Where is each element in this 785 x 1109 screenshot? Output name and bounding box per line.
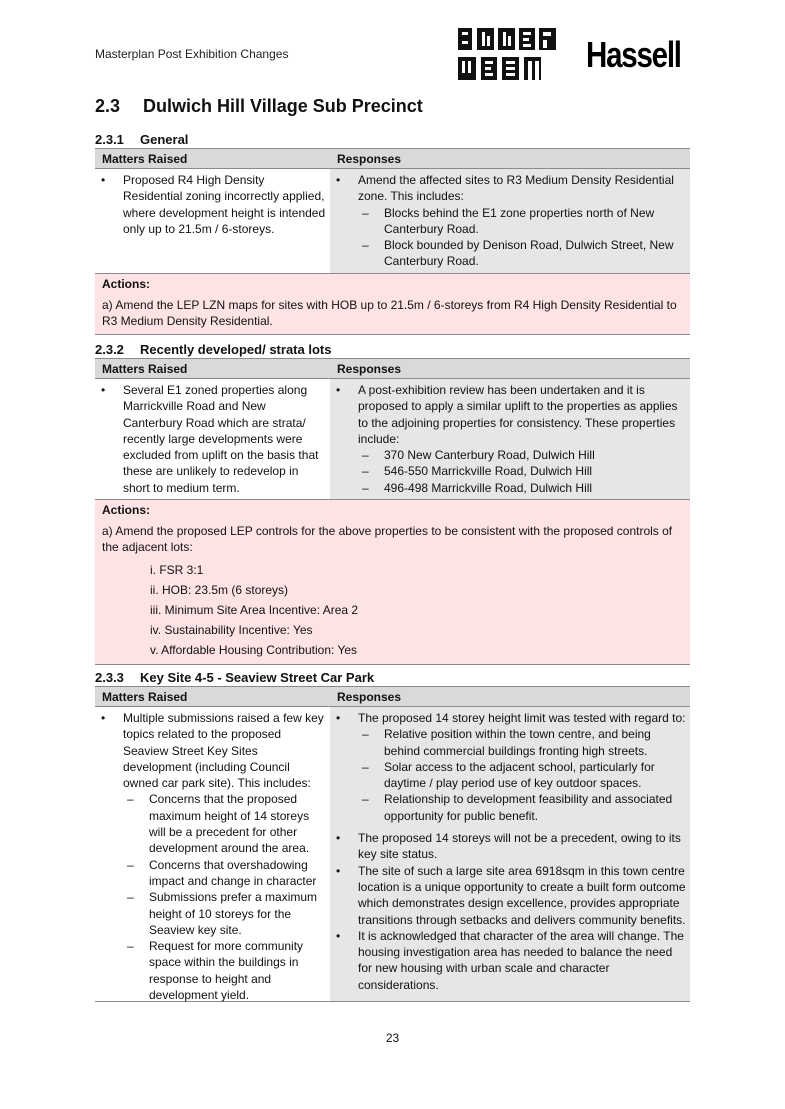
matter-item: • Multiple submissions raised a few key topics related to the proposed Seaview Street Key Sites development (including Council owned car park site). This includes: – Concerns that the proposed maximum height of 14 storeys will be a precedent for other development around the area. – Concerns that overshadowing impact and change in character – Submissions prefer a maximum height of 10 storeys for the Seaview key site. – Request for more community space within the buildings in response to height and development yield. <box>99 710 326 1003</box>
table-header <box>95 148 690 169</box>
subsection-heading-general: 2.3.1 General <box>95 132 189 147</box>
header-matters-raised: Matters Raised <box>102 690 188 704</box>
response-item: • Amend the affected sites to R3 Medium Density Residential zone. This includes: – Blocks behind the E1 zone properties north of New Canterbury Road. – Block bounded by Denison Road, Dulwich Street, New Canterbury Road. <box>334 172 686 270</box>
response-item: • It is acknowledged that character of the area will change. The housing investigation area has needed to balance the need for new housing with urban scale and character considerations. <box>334 928 686 993</box>
header-responses: Responses <box>337 362 402 376</box>
action-text: a) Amend the LEP LZN maps for sites with HOB up to 21.5m / 6-storeys from R4 High Density Residential to R3 Medium Density Residential. <box>102 297 677 328</box>
matter-subitem: – Request for more community space within the buildings in response to height and development yield. <box>123 938 326 1003</box>
response-item: • The proposed 14 storeys will not be a precedent, owing to its key site status. <box>334 830 686 863</box>
action-text: a) Amend the proposed LEP controls for the above properties to be consistent with the proposed controls of the adjacent lots: <box>102 523 673 554</box>
document-title: Masterplan Post Exhibition Changes <box>95 47 289 61</box>
matter-subitem: – Concerns that overshadowing impact and change in character <box>123 857 326 890</box>
actions-box <box>95 273 690 335</box>
response-item: • The site of such a large site area 6918sqm in this town centre location is a unique opportunity to create a built form outcome which demonstrates design excellence, provides appropriate transitions through setbacks and delivers community benefits. <box>334 863 686 928</box>
response-subitem: – 496-498 Marrickville Road, Dulwich Hill <box>358 480 686 496</box>
header-matters-raised: Matters Raised <box>102 152 188 166</box>
response-subitem: – 370 New Canterbury Road, Dulwich Hill <box>358 447 686 463</box>
matters-cell <box>95 169 330 273</box>
page-number: 23 <box>385 1031 400 1045</box>
actions-label: Actions: <box>102 277 150 291</box>
header-responses: Responses <box>337 152 402 166</box>
response-item: • A post-exhibition review has been undertaken and it is proposed to apply a similar uplift to the properties as applies to the adjoining properties for consistency. These properties include: – 370 New Canterbury Road, Dulwich Hill – 546-550 Marrickville Road, Dulwich Hill – 496-498 Marrickville Road, Dulwich Hill <box>334 382 686 496</box>
matter-item: • Proposed R4 High Density Residential zoning incorrectly applied, where development height is intended only up to 21.5m / 6-storeys. <box>99 172 326 237</box>
action-subitem: iii. Minimum Site Area Incentive: Area 2 <box>150 602 359 617</box>
table-row <box>95 169 690 273</box>
action-subitem: i. FSR 3:1 <box>150 562 204 577</box>
matter-subitem: – Concerns that the proposed maximum height of 14 storeys will be a precedent for other development around the area. <box>123 791 326 856</box>
table-row <box>95 707 690 1001</box>
section-title <box>95 96 423 117</box>
action-subitem: iv. Sustainability Incentive: Yes <box>150 622 313 637</box>
hassell-logo: Hassell <box>586 34 681 75</box>
responses-cell <box>330 707 690 1001</box>
table-seaview <box>95 686 690 1002</box>
matters-cell <box>95 707 330 1001</box>
responses-cell <box>330 379 690 499</box>
actions-label: Actions: <box>102 503 150 517</box>
matter-item: • Several E1 zoned properties along Marrickville Road and New Canterbury Road which are strata/ recently large developments were excluded from uplift on the basis that these are unlikely to redevelop in short to medium term. <box>99 382 326 496</box>
section-number: 2.3 <box>95 96 121 116</box>
section-title-text: Dulwich Hill Village Sub Precinct <box>143 96 423 116</box>
responses-cell <box>330 169 690 273</box>
matters-cell <box>95 379 330 499</box>
response-subitem: – Block bounded by Denison Road, Dulwich Street, New Canterbury Road. <box>358 237 686 270</box>
action-subitem: v. Affordable Housing Contribution: Yes <box>150 642 358 657</box>
action-subitem: ii. HOB: 23.5m (6 storeys) <box>150 582 289 597</box>
subsection-heading-strata: 2.3.2 Recently developed/ strata lots <box>95 342 332 357</box>
table-strata <box>95 358 690 665</box>
header-responses: Responses <box>337 690 402 704</box>
response-subitem: – Blocks behind the E1 zone properties north of New Canterbury Road. <box>358 205 686 238</box>
response-subitem: – Solar access to the adjacent school, particularly for daytime / play period use of key outdoor spaces. <box>358 759 686 792</box>
actions-box <box>95 499 690 665</box>
subsection-heading-seaview: 2.3.3 Key Site 4-5 - Seaview Street Car Park <box>95 670 375 685</box>
response-subitem: – 546-550 Marrickville Road, Dulwich Hill <box>358 463 686 479</box>
response-item: • The proposed 14 storey height limit was tested with regard to: – Relative position within the town centre, and being behind commercial buildings fronting high streets. – Solar access to the adjacent school, particularly for daytime / play period use of key outdoor spaces. – Relationship to development feasibility and associated opportunity for public benefit. <box>334 710 686 824</box>
table-header <box>95 358 690 379</box>
table-row <box>95 379 690 499</box>
response-subitem: – Relationship to development feasibility and associated opportunity for public benefit. <box>358 791 686 824</box>
inner-west-logo <box>457 27 557 81</box>
matter-subitem: – Submissions prefer a maximum height of 10 storeys for the Seaview key site. <box>123 889 326 938</box>
table-header <box>95 686 690 707</box>
table-general <box>95 148 690 335</box>
response-subitem: – Relative position within the town centre, and being behind commercial buildings fronting high streets. <box>358 726 686 759</box>
header-matters-raised: Matters Raised <box>102 362 188 376</box>
